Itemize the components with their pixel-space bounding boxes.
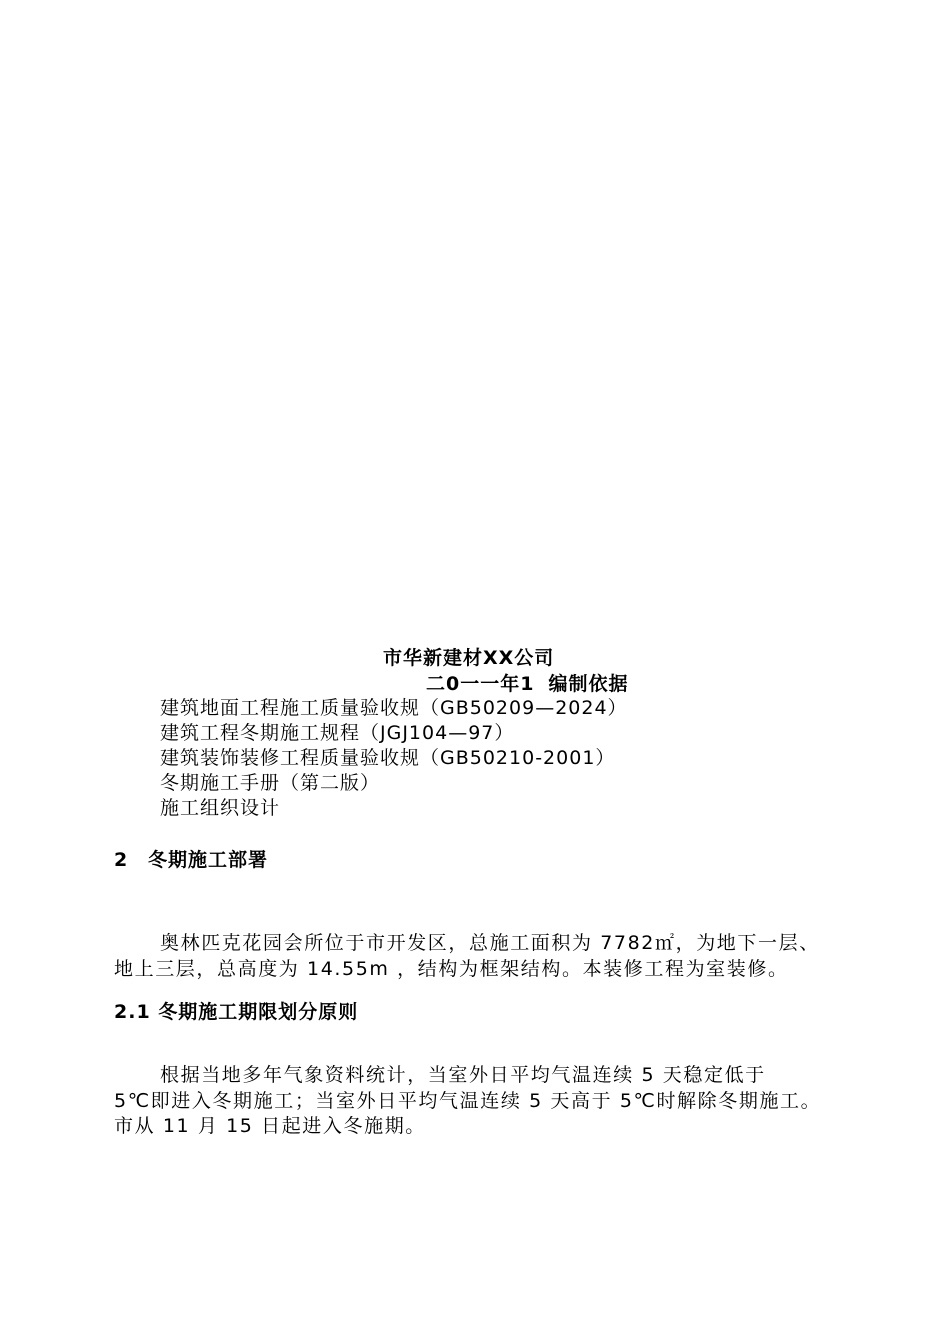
section2-paragraph-line: 地上三层，总高度为 14.55m ，结构为框架结构。本装修工程为室装修。 — [114, 958, 789, 980]
section2-paragraph-line: 奥林匹克花园会所位于市开发区，总施工面积为 7782㎡，为地下一层、 — [160, 932, 820, 954]
section2-heading — [114, 848, 268, 872]
section2-1-paragraph-line: 根据当地多年气象资料统计，当室外日平均气温连续 5 天稳定低于 — [160, 1064, 766, 1086]
date-text: 二0一一年1 — [426, 673, 535, 695]
section2-number: 2 — [114, 849, 129, 871]
section2-1-paragraph-line: 市从 11 月 15 日起进入冬施期。 — [114, 1115, 426, 1137]
basis-item: 冬期施工手册（第二版） — [160, 772, 381, 794]
section2-1-paragraph-line: 5℃即进入冬期施工；当室外日平均气温连续 5 天高于 5℃时解除冬期施工。 — [114, 1090, 822, 1112]
date-and-section-heading — [426, 672, 628, 696]
section1-title: 编制依据 — [548, 673, 629, 695]
section2-1-title: 2.1 冬期施工期限划分原则 — [114, 1001, 359, 1023]
basis-item: 建筑装饰装修工程质量验收规（GB50210-2001） — [160, 747, 616, 769]
company-name: 市华新建材XX公司 — [383, 647, 555, 669]
basis-item: 建筑工程冬期施工规程（JGJ104—97） — [160, 722, 515, 744]
basis-item: 施工组织设计 — [160, 797, 281, 819]
basis-item: 建筑地面工程施工质量验收规（GB50209—2024） — [160, 697, 628, 719]
section2-title: 冬期施工部署 — [148, 849, 269, 871]
